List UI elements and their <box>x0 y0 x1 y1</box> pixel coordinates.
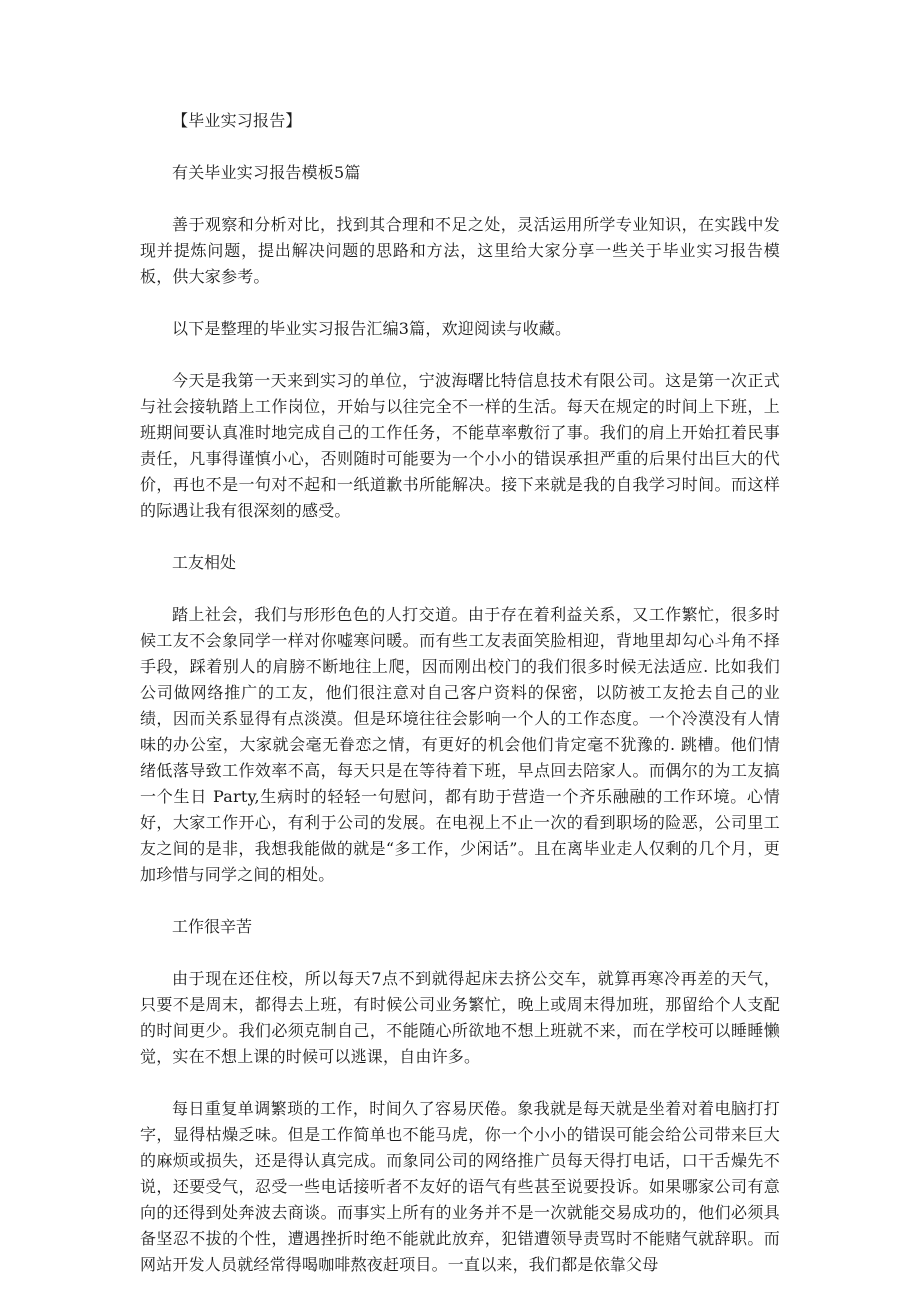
compilation-note: 以下是整理的毕业实习报告汇编3篇，欢迎阅读与收藏。 <box>172 319 572 338</box>
document-page <box>140 108 780 1278</box>
paragraph-commute: 由于现在还住校，所以每天7点不到就得起床去挤公交车，就算再寒冷再差的天气，只要不是周末，都得去上班，有时候公司业务繁忙，晚上或周末得加班，那留给个人支配的时间更少。我们必须克制自己，不能随心所欲地不想上班就不来，而在学校可以睡睡懒觉，实在不想上课的时候可以逃课，自由许多。 <box>140 969 780 1066</box>
intro-paragraph: 善于观察和分析对比，找到其合理和不足之处，灵活运用所学专业知识，在实践中发现并提炼问题，提出解决问题的思路和方法，这里给大家分享一些关于毕业实习报告模板，供大家参考。 <box>140 215 780 286</box>
paragraph-coworkers: 踏上社会，我们与形形色色的人打交道。由于存在着利益关系，又工作繁忙，很多时候工友不会象同学一样对你嘘寒问暖。而有些工友表面笑脸相迎，背地里却勾心斗角不择手段，踩着别人的肩膀不断地往上爬，因而刚出校门的我们很多时候无法适应. 比如我们公司做网络推广的工友，他们很注意对自己客户资料的保密，以防被工友抢去自己的业绩，因而关系显得有点淡漠。但是环境往往会影响一个人的工作态度。一个冷漠没有人情味的办公室，大家就会毫无眷恋之情，有更好的机会他们肯定毫不犹豫的. 跳槽。他们情绪低落导致工作效率不高，每天只是在等待着下班，早点回去陪家人。而偶尔的为工友搞一个生日 Party,生病时的轻轻一句慰问，都有助于营造一个齐乐融融的工作环境。心情好，大家工作开心，有利于公司的发展。在电视上不止一次的看到职场的险恶，公司里工友之间的是非，我想我能做的就是“多工作，少闲话”。且在离毕业走人仅剩的几个月，更加珍惜与同学之间的相处。 <box>140 605 780 884</box>
paragraph-routine: 每日重复单调繁琐的工作，时间久了容易厌倦。象我就是每天就是坐着对着电脑打打字，显得枯燥乏味。但是工作简单也不能马虎，你一个小小的错误可能会给公司带来巨大的麻烦或损失，还是得认真完成。而象同公司的网络推广员每天得打电话，口干舌燥先不说，还要受气，忍受一些电话接听者不友好的语气有些甚至说要投诉。如果哪家公司有意向的还得到处奔波去商谈。而事实上所有的业务并不是一次就能交易成功的，他们必须具备坚忍不拔的个性，遭遇挫折时绝不能就此放弃，犯错遭领导责骂时不能赌气就辞职。而网站开发人员就经常得喝咖啡熬夜赶项目。一直以来，我们都是依靠父母 <box>140 1099 780 1274</box>
section-heading-hard-work: 工作很辛苦 <box>172 917 253 936</box>
document-title: 【毕业实习报告】 <box>172 111 302 130</box>
document-subtitle: 有关毕业实习报告模板5篇 <box>172 163 361 182</box>
section-heading-coworkers: 工友相处 <box>172 553 237 572</box>
paragraph-first-day: 今天是我第一天来到实习的单位，宁波海曙比特信息技术有限公司。这是第一次正式与社会接轨踏上工作岗位，开始与以往完全不一样的生活。每天在规定的时间上下班，上班期间要认真准时地完成自己的工作任务，不能草率敷衍了事。我们的肩上开始扛着民事责任，凡事得谨慎小心，否则随时可能要为一个小小的错误承担严重的后果付出巨大的代价，再也不是一句对不起和一纸道歉书所能解决。接下来就是我的自我学习时间。而这样的际遇让我有很深刻的感受。 <box>140 371 780 520</box>
